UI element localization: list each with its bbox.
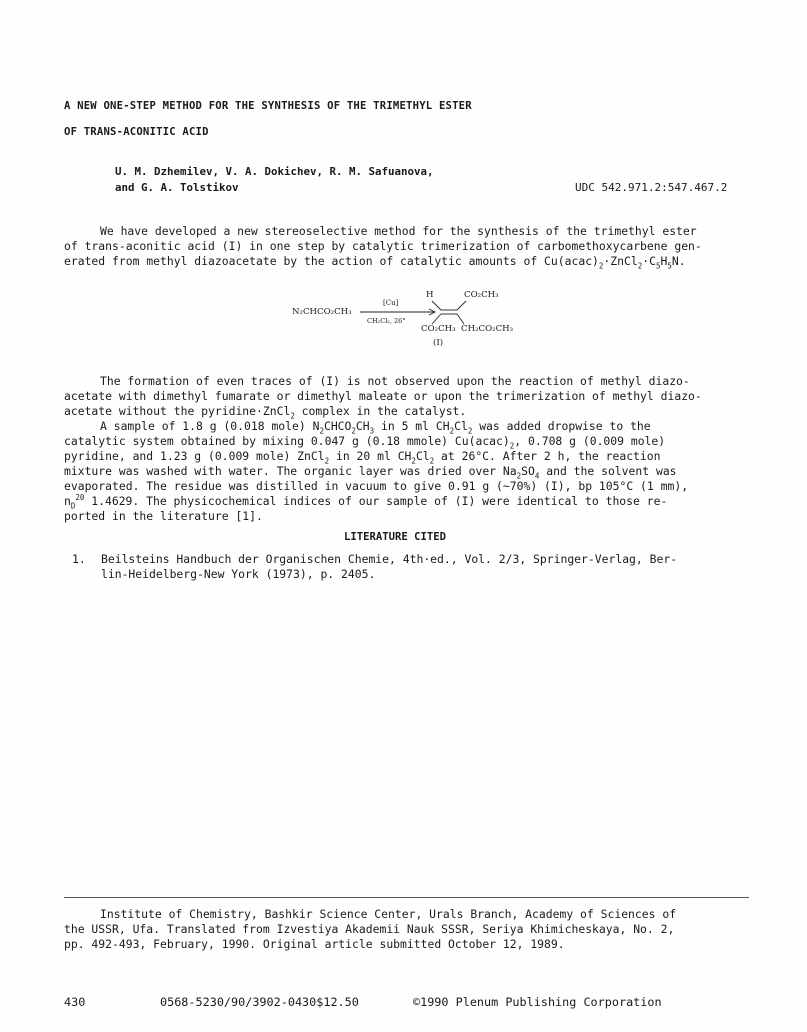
reference-line: Beilsteins Handbuch der Organischen Chemie, 4th·ed., Vol. 2/3, Springer-Verlag, Ber- [101, 552, 678, 566]
literature-heading: LITERATURE CITED [344, 531, 447, 543]
abstract [64, 224, 754, 269]
body-line: evaporated. The residue was distilled in vacuum to give 0.91 g (~70%) (I), bp 105°C (1 mm), [64, 479, 689, 493]
body-text-run: complex in the catalyst. [294, 404, 467, 418]
body-text-run: in 20 ml CH [329, 449, 412, 463]
scheme-bottom-right: CH₂CO₂CH₃ [461, 324, 514, 334]
subscript: 2 [637, 261, 643, 271]
body-text-run: A sample of 1.8 g (0.018 mole) N [100, 419, 320, 433]
body-text-run: mixture was washed with water. The organic layer was dried over Na [64, 464, 517, 478]
subscript: 2 [429, 456, 435, 466]
abstract-line [64, 254, 754, 269]
footnote-line: pp. 492-493, February, 1990. Original article submitted October 12, 1989. [64, 937, 565, 951]
udc-code: UDC 542.971.2:547.467.2 [575, 181, 728, 194]
title-line-1: A NEW ONE-STEP METHOD FOR THE SYNTHESIS OF THE TRIMETHYL ESTER [64, 100, 472, 112]
authors-line-2: and G. A. Tolstikov [115, 181, 239, 194]
issn-code: 0568-5230/90/3902-0430$12.50 [160, 995, 359, 1009]
body-line [64, 434, 754, 449]
body-text-run: SO [521, 464, 535, 478]
body-text-run: 1.4629. The physicochemical indices of our sample of (I) were identical to those re- [84, 494, 668, 508]
footnote-line: Institute of Chemistry, Bashkir Science Center, Urals Branch, Academy of Sciences of [100, 907, 677, 921]
abstract-text: ·ZnCl [603, 254, 638, 268]
body-text [64, 374, 754, 524]
copyright: ©1990 Plenum Publishing Corporation [413, 995, 662, 1009]
subscript: D [70, 501, 76, 511]
body-line [64, 449, 754, 464]
subscript: 4 [534, 471, 540, 481]
body-text-run: acetate without the pyridine·ZnCl [64, 404, 291, 418]
compound-label: (I) [433, 338, 444, 348]
subscript: 2 [467, 426, 473, 436]
body-text-run: , 0.708 g (0.009 mole) [514, 434, 666, 448]
abstract-line: We have developed a new stereoselective method for the synthesis of the trimethyl ester [100, 224, 697, 238]
scheme-reactant: N₂CHCO₂CH₃ [292, 307, 352, 317]
subscript: 2 [449, 426, 455, 436]
body-line [64, 464, 754, 479]
scheme-catalyst: [Cu] [383, 299, 399, 307]
subscript: 2 [516, 471, 522, 481]
body-line: acetate with dimethyl fumarate or dimethyl maleate or upon the trimerization of methyl diazo- [64, 389, 702, 403]
abstract-text: N. [671, 254, 686, 268]
subscript: 2 [598, 261, 604, 271]
body-line: ported in the literature [1]. [64, 509, 263, 523]
scheme-bottom-left: CO₂CH₃ [421, 324, 456, 334]
abstract-text: erated from methyl diazoacetate by the action of catalytic amounts of Cu(acac) [64, 254, 599, 268]
reference-number: 1. [72, 552, 86, 566]
scheme-conditions: CH₂Cl₂, 26° [367, 317, 406, 325]
body-text-run: CH [355, 419, 370, 433]
subscript: 2 [324, 456, 330, 466]
superscript: 20 [75, 493, 85, 503]
subscript: 5 [655, 261, 661, 271]
body-line [64, 494, 754, 509]
subscript: 3 [369, 426, 375, 436]
reference-line: lin-Heidelberg-New York (1973), p. 2405. [101, 567, 376, 581]
double-bond-drawing [428, 300, 470, 326]
body-text-run: at 26°C. After 2 h, the reaction [434, 449, 661, 463]
subscript: 5 [667, 261, 672, 271]
body-text-run: n [64, 494, 71, 508]
body-line: The formation of even traces of (I) is not observed upon the reaction of methyl diazo- [100, 374, 690, 388]
abstract-text: ·C [642, 254, 656, 268]
body-text-run: catalytic system obtained by mixing 0.047 g (0.18 mmole) Cu(acac) [64, 434, 510, 448]
title-line-2: OF TRANS-ACONITIC ACID [64, 126, 209, 138]
abstract-text: H [660, 254, 668, 268]
subscript: 2 [411, 456, 416, 466]
subscript: 2 [509, 441, 515, 451]
body-line [64, 404, 754, 419]
page-number: 430 [64, 995, 86, 1009]
subscript: 2 [319, 426, 324, 436]
body-text-run: Cl [415, 449, 430, 463]
body-text-run: in 5 ml CH [374, 419, 450, 433]
body-text-run: and the solvent was [539, 464, 677, 478]
subscript: 2 [290, 411, 295, 421]
body-line [64, 419, 754, 434]
body-text-run: CHCO [323, 419, 352, 433]
authors-line-1: U. M. Dzhemilev, V. A. Dokichev, R. M. Safuanova, [115, 165, 434, 178]
scheme-top-left: H [426, 290, 434, 300]
scheme-top-right: CO₂CH₃ [464, 290, 499, 300]
footnote-line: the USSR, Ufa. Translated from Izvestiya Akademii Nauk SSSR, Seriya Khimicheskaya, No. 2, [64, 922, 675, 936]
abstract-line: of trans-aconitic acid (I) in one step by catalytic trimerization of carbomethoxycarbene gen- [64, 239, 702, 253]
body-text-run: pyridine, and 1.23 g (0.009 mole) ZnCl [64, 449, 325, 463]
subscript: 2 [351, 426, 356, 436]
body-text-run: Cl [454, 419, 468, 433]
footnote-divider [64, 897, 749, 898]
reaction-arrow [360, 308, 438, 316]
body-text-run: was added dropwise to the [472, 419, 651, 433]
